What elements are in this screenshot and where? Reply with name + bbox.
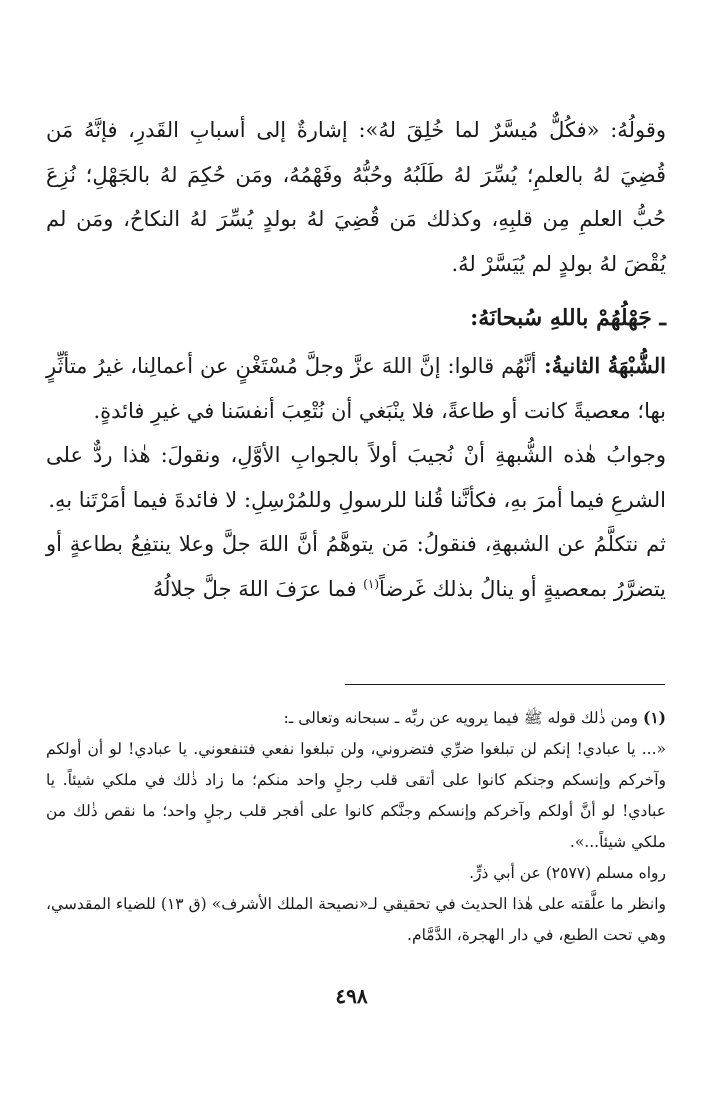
footnote-number: (١) [642,708,666,727]
paragraph-2-lead: الشُّبْهَةُ الثانيةُ: [536,353,666,378]
footnotes [46,702,666,951]
footnote-divider [345,684,665,685]
footnote-reference-note: وانظر ما علَّقته على هٰذا الحديث في تحقيقي لـ«نصيحة الملك الأشرف» (ق ١٣) للضياء المقدسي، وهي تحت الطبع، في دار الهجرة، الدَّمَّام. [46,895,666,944]
footnote-narration: رواه مسلم (٢٥٧٧) عن أبي ذرٍّ. [469,864,666,882]
paragraph-4-text: ثم نتكلَّمُ عن الشبهةِ، فنقولُ: مَن يتوهَّمُ أنَّ اللهَ جلَّ وعلا ينتفِعُ بطاعةٍ أو يتضرَّرُ بمعصيةٍ أو ينالُ بذلك غَرضاً [46,532,666,601]
paragraph-3: وجوابُ هٰذه الشُّبهةِ أنْ نُجيبَ أولاً بالجوابِ الأوَّلِ، ونقولَ: هٰذا ردٌّ على الشرعِ فيما أمرَ بهِ، فكأنَّنا قُلنا للرسولِ وللمُرْسِلِ: لا فائدةَ فيما أمَرْتَنا بهِ. [46,443,666,512]
paragraph-4 [46,522,666,611]
footnote-reference: (١) [363,576,379,591]
page-number: ٤٩٨ [335,984,368,1008]
paragraph-4-tail: فما عرَفَ اللهَ جلَّ جلالُهُ [152,576,364,601]
paragraph-2 [46,344,666,433]
main-text [46,108,666,611]
footnote-line-1 [46,702,666,734]
paragraph-1: وقولُهُ: «فكُلٌّ مُيسَّرٌ لما خُلِقَ لهُ»: إشارةٌ إلى أسبابِ القَدرِ، فإنَّهُ مَن قُضِيَ لهُ بالعلمِ؛ يُسِّرَ لهُ طَلَبُهُ وحُبُّهُ وفَهْمُهُ، ومَن حُكِمَ لهُ بالجَهْلِ؛ نُزِعَ حُبُّ العلمِ مِن قلبِهِ، وكذلك مَن قُضِيَ لهُ بولدٍ يُسِّرَ لهُ النكاحُ، ومَن لم يُقْضَ لهُ بولدٍ لم يُيَسَّرْ لهُ. [46,118,666,276]
paragraph-2-text: أنَّهُم قالوا: إنَّ اللهَ عزَّ وجلَّ مُسْتَغْنٍ عن أعمالِنا، غيرُ متأثِّرٍ بها؛ معصيةً كانت أو طاعةً، فلا ينْبَغي أن نُتْعِبَ أنفسَنا في غيرِ فائدةٍ. [46,354,666,423]
section-heading: ـ جَهْلُهُمْ باللهِ سُبحانَهُ: [470,305,666,331]
footnote-hadith-quote: «... يا عبادي! إنكم لن تبلغوا ضرِّي فتضروني، ولن تبلغوا نفعي فتنفعوني. يا عبادي! لو أن أولكم وآخركم وإنسكم وجنكم كانوا على أتقى قلب رجلٍ واحد منكم؛ ما زاد ذٰلك في ملكي شيئاً. يا عبادي! لو أنَّ أولكم وآخركم وإنسكم وجنَّكم كانوا على أفجر قلب رجلٍ واحد؛ ما نقص ذٰلك من ملكي شيئاً...». [46,740,666,851]
footnote-intro: ومن ذٰلك قوله ﷺ فيما يرويه عن ربِّه ـ سبحانه وتعالى ـ: [283,709,639,727]
